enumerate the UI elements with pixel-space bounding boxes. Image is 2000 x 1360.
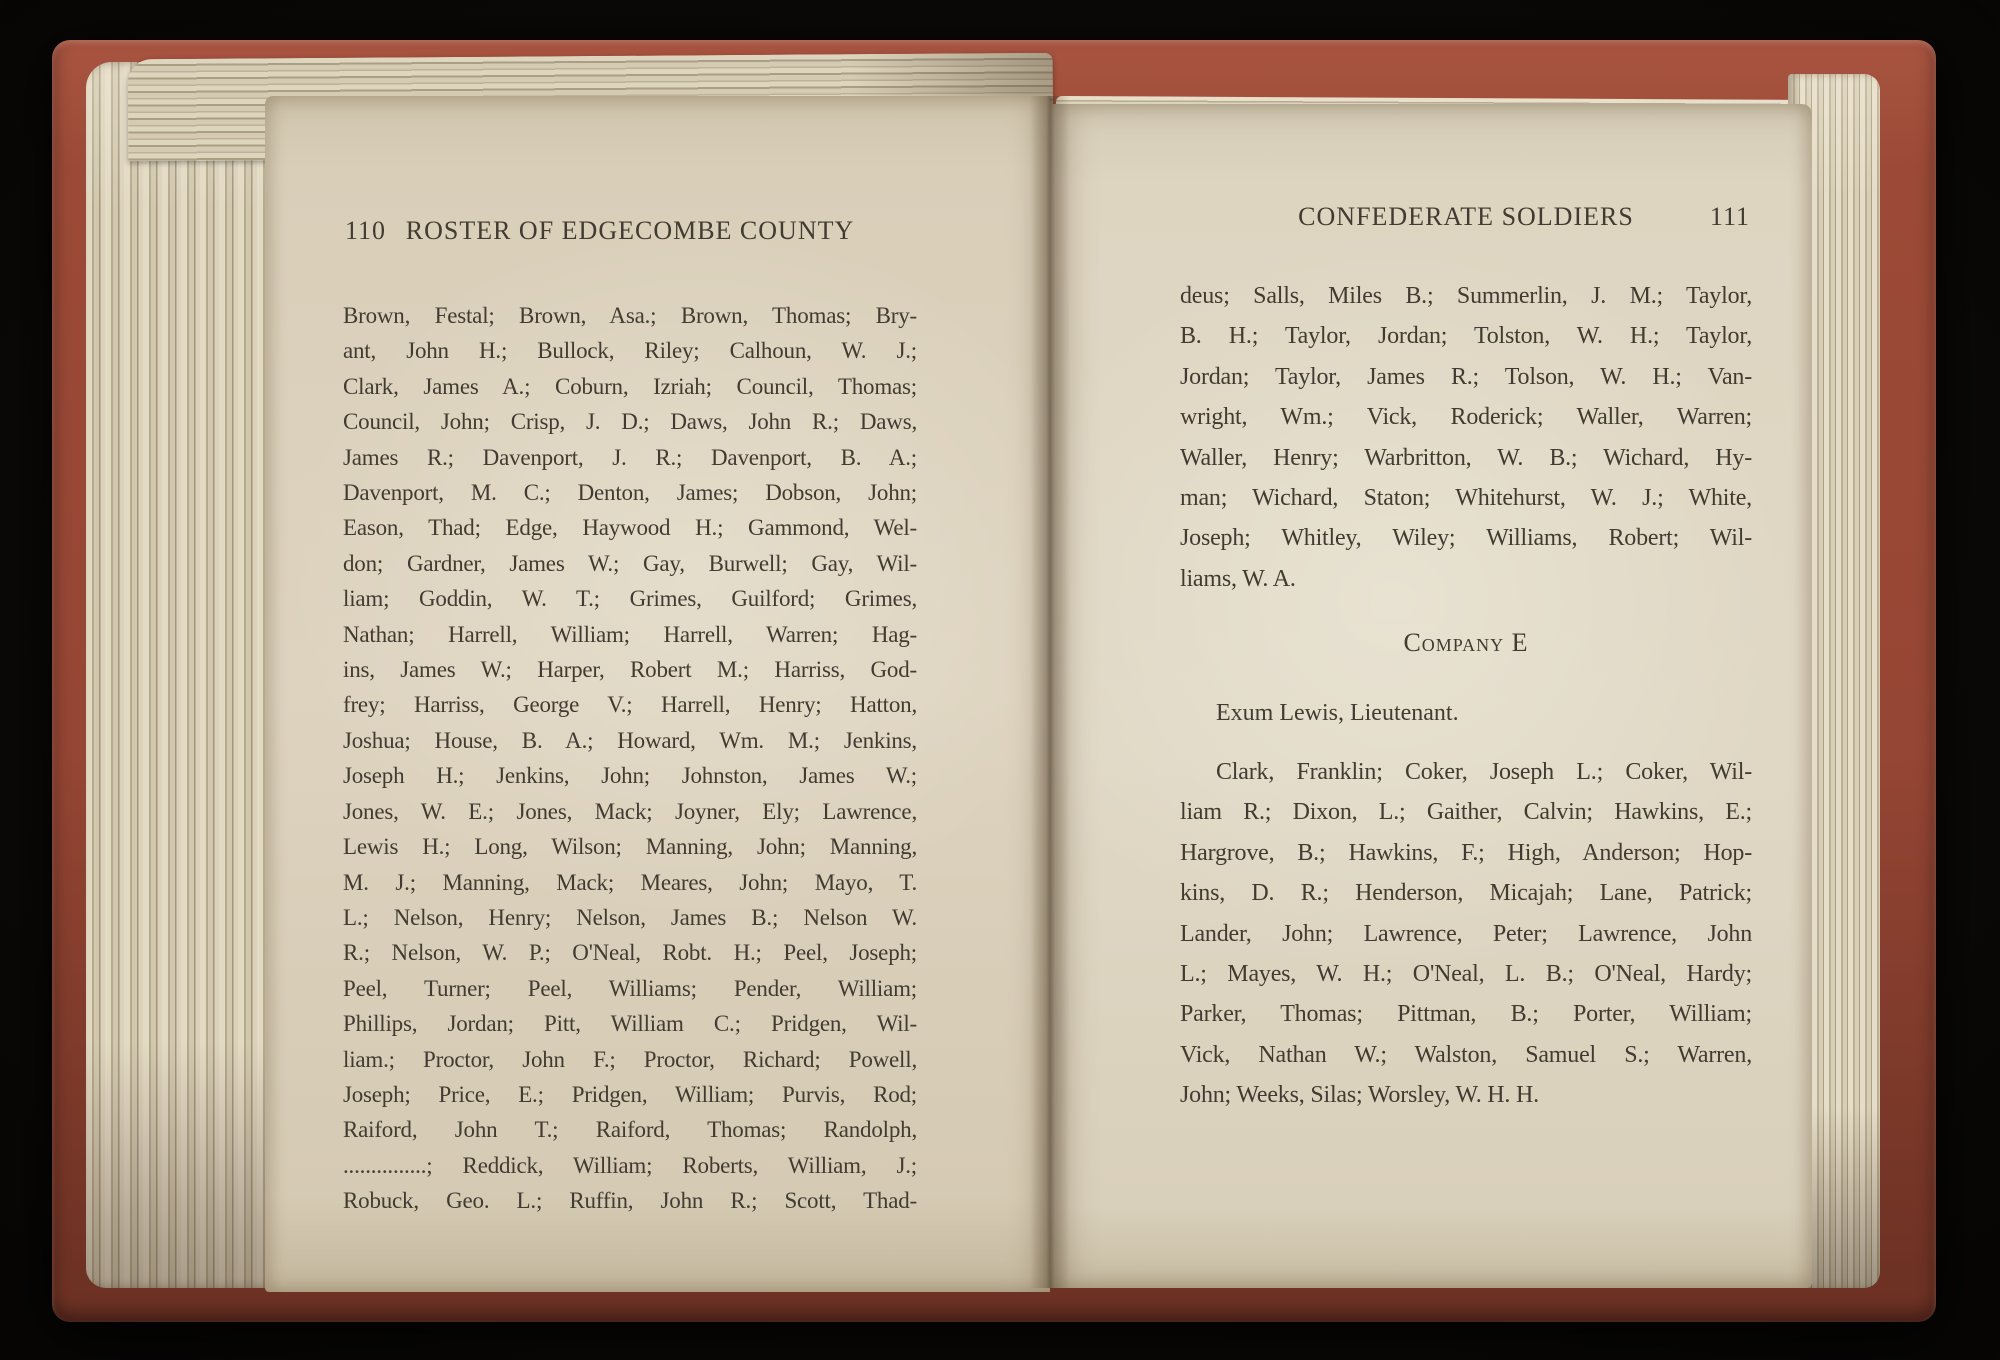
text-line: wright, Wm.; Vick, Roderick; Waller, Warren;: [1180, 404, 1752, 431]
left-page-edges: [86, 62, 291, 1288]
left-running-title: ROSTER OF EDGECOMBE COUNTY: [405, 216, 855, 245]
text-line: liam; Goddin, W. T.; Grimes, Guilford; Grimes,: [343, 586, 917, 612]
text-line: Council, John; Crisp, J. D.; Daws, John R.; Daws,: [343, 409, 917, 435]
text-line: Raiford, John T.; Raiford, Thomas; Randolph,: [343, 1117, 917, 1143]
text-line: liam.; Proctor, John F.; Proctor, Richard; Powell,: [343, 1046, 917, 1072]
text-line: John; Weeks, Silas; Worsley, W. H. H.: [1180, 1082, 1539, 1109]
text-line: Clark, James A.; Coburn, Izriah; Council, Thomas;: [343, 373, 917, 399]
text-line: deus; Salls, Miles B.; Summerlin, J. M.; Taylor,: [1180, 283, 1752, 309]
text-line: man; Wichard, Staton; Whitehurst, W. J.; White,: [1180, 485, 1752, 512]
text-line: Hargrove, B.; Hawkins, F.; High, Anderson; Hop-: [1180, 839, 1752, 866]
text-line: Joseph; Price, E.; Pridgen, William; Purvis, Rod;: [343, 1081, 917, 1107]
text-line: ant, John H.; Bullock, Riley; Calhoun, W. J.;: [343, 338, 917, 364]
right-page-number: 111: [1709, 202, 1750, 231]
text-line: frey; Harriss, George V.; Harrell, Henry; Hatton,: [343, 692, 917, 718]
right-page-text-continued: [1180, 276, 1752, 599]
left-running-header: [343, 216, 917, 250]
text-line: Waller, Henry; Warbritton, W. B.; Wichard, Hy-: [1180, 444, 1752, 471]
text-line: Brown, Festal; Brown, Asa.; Brown, Thomas; Bry-: [343, 303, 917, 328]
text-line: Peel, Turner; Peel, Williams; Pender, William;: [343, 975, 917, 1001]
company-heading: Company E: [1403, 628, 1529, 657]
text-line: ...............; Reddick, William; Roberts, William, J.;: [343, 1152, 917, 1178]
text-line: Jones, W. E.; Jones, Mack; Joyner, Ely; Lawrence,: [343, 798, 917, 824]
text-line: Joseph H.; Jenkins, John; Johnston, James W.;: [343, 763, 917, 789]
text-line: Phillips, Jordan; Pitt, William C.; Pridgen, Wil-: [343, 1011, 917, 1037]
text-line: Lander, John; Lawrence, Peter; Lawrence, John: [1180, 920, 1752, 947]
text-line: Parker, Thomas; Pittman, B.; Porter, William;: [1180, 1001, 1752, 1028]
text-line: ins, James W.; Harper, Robert M.; Harriss, God-: [343, 657, 917, 683]
text-line: James R.; Davenport, J. R.; Davenport, B. A.;: [343, 444, 917, 470]
company-roster-text: [1180, 752, 1752, 1116]
text-line: L.; Nelson, Henry; Nelson, James B.; Nelson W.: [343, 904, 917, 930]
text-line: R.; Nelson, W. P.; O'Neal, Robt. H.; Peel, Joseph;: [343, 940, 917, 966]
text-line: Eason, Thad; Edge, Haywood H.; Gammond, Wel-: [343, 515, 917, 541]
text-line: B. H.; Taylor, Jordan; Tolston, W. H.; Taylor,: [1180, 323, 1752, 350]
text-line: L.; Mayes, W. H.; O'Neal, L. B.; O'Neal, Hardy;: [1180, 961, 1752, 988]
text-line: Davenport, M. C.; Denton, James; Dobson, John;: [343, 480, 917, 506]
left-page-text: [343, 298, 917, 1219]
text-line: kins, D. R.; Henderson, Micajah; Lane, Patrick;: [1180, 880, 1752, 907]
book-gutter: [1030, 96, 1070, 1288]
text-line: liam R.; Dixon, L.; Gaither, Calvin; Hawkins, E.;: [1180, 799, 1752, 826]
text-line: Nathan; Harrell, William; Harrell, Warren; Hag-: [343, 621, 917, 647]
right-running-title: CONFEDERATE SOLDIERS: [1298, 202, 1634, 231]
officer-line: Exum Lewis, Lieutenant.: [1216, 700, 1459, 726]
text-line: Joseph; Whitley, Wiley; Williams, Robert; Wil-: [1180, 525, 1752, 552]
text-line: Joshua; House, B. A.; Howard, Wm. M.; Jenkins,: [343, 727, 917, 753]
left-page-number: 110: [345, 216, 387, 245]
text-line: Vick, Nathan W.; Walston, Samuel S.; Warren,: [1180, 1041, 1752, 1068]
right-running-header: [1180, 202, 1752, 236]
text-line: Jordan; Taylor, James R.; Tolson, W. H.; Van-: [1180, 363, 1752, 390]
text-line: don; Gardner, James W.; Gay, Burwell; Gay, Wil-: [343, 550, 917, 576]
text-line: Robuck, Geo. L.; Ruffin, John R.; Scott, Thad-: [343, 1188, 917, 1214]
text-line: M. J.; Manning, Mack; Meares, John; Mayo, T.: [343, 869, 917, 895]
text-line: Lewis H.; Long, Wilson; Manning, John; Manning,: [343, 834, 917, 860]
text-line: Clark, Franklin; Coker, Joseph L.; Coker, Wil-: [1216, 759, 1752, 785]
text-line: liams, W. A.: [1180, 565, 1296, 592]
